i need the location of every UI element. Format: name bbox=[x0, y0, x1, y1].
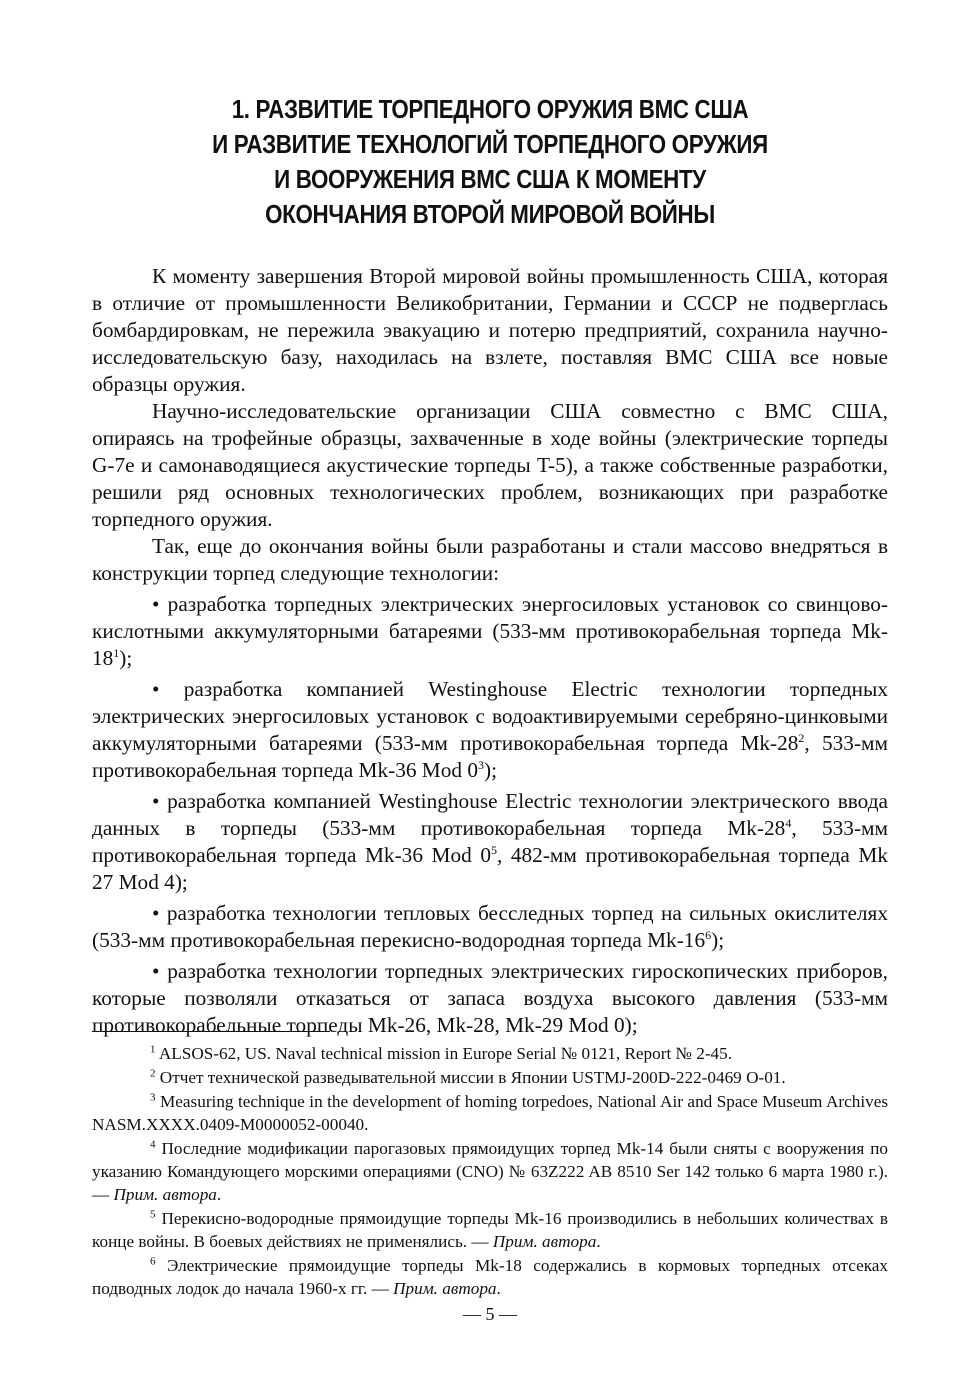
page-number: — 5 — bbox=[463, 1304, 517, 1324]
footnote-ref[interactable]: 2 bbox=[798, 730, 805, 745]
bullet-item: • разработка торпедных электрических энергосиловых установок со свинцово-кислотными аккумуляторными батареями (533-мм противокорабельная торпеда $Mk-18^1$); bbox=[92, 592, 888, 670]
bullet-item: • разработка компанией Westinghouse Electric технологии электрического ввода данных в торпеды (533-мм противокорабельная торпеда $Mk-28^4$, 533-мм противокорабельная торпеда Mk-36 Mod $0^5$, 482-мм противокорабельная торпеда Mk 27 Mod 4); bbox=[92, 789, 889, 894]
footnote: $^1$ ALSOS-62, US. Naval technical mission in Europe Serial № 0121, Report № 2-45. bbox=[150, 1043, 733, 1063]
paragraph: Так, еще до окончания войны были разработаны и стали массово внедряться в конструкции торпед следующие технологии: bbox=[92, 534, 888, 585]
bullet-item: • разработка технологии тепловых бесследных торпед на сильных окислителях (533-мм противокорабельная перекисно-водородная торпеда $Mk-16^6$); bbox=[92, 901, 888, 952]
title-line: И РАЗВИТИЕ ТЕХНОЛОГИЙ ТОРПЕДНОГО ОРУЖИЯ bbox=[212, 129, 768, 159]
footnote: $^6$ Электрические прямоидущие торпеды Mk-18 содержались в кормовых торпедных отсеках подводных лодок до начала 1960-х гг. — Прим. автора. bbox=[92, 1255, 889, 1298]
bullet-item: • разработка технологии торпедных электрических гироскопических приборов, которые позволяли отказаться от запаса воздуха высокого давления (533-мм противокорабельные торпеды Mk-26, Mk-28, Mk-29 Mod 0); bbox=[92, 959, 888, 1037]
footnote-ref[interactable]: 3 bbox=[478, 757, 485, 772]
paragraph: Научно-исследовательские организации США совместно с ВМС США, опираясь на трофейные образцы, захваченные в ходе войны (электрические торпеды G-7e и самонаводящиеся акустические торпеды T-5), а также собственные разработки, решили ряд основных технологических проблем, возникающих при разработке торпедного оружия. bbox=[92, 399, 888, 531]
paragraph: К моменту завершения Второй мировой войны промышленность США, которая в отличие от промышленности Великобритании, Германии и СССР не подверглась бомбардировкам, не пережила эвакуацию и потерю предприятий, сохранила научно-исследовательскую базу, находилась на взлете, поставляя ВМС США все новые образцы оружия. bbox=[92, 264, 888, 396]
footnote: $^5$ Перекисно-водородные прямоидущие торпеды Mk-16 производились в небольших количествах в конце войны. В боевых действиях не применялись. — Прим. автора. bbox=[92, 1208, 888, 1251]
footnote-ref[interactable]: 4 bbox=[785, 815, 792, 830]
footnote-ref[interactable]: 1 bbox=[113, 645, 120, 660]
footnote-ref[interactable]: 5 bbox=[490, 842, 497, 857]
footnote: $^4$ Последние модификации парогазовых прямоидущих торпед Mk-14 были сняты с вооружения по указанию Командующего морскими операциями (CNO) № 63Z222 AB 8510 Ser 142 только 6 марта 1980 г.). — Прим. автора. bbox=[92, 1138, 888, 1204]
chapter-title bbox=[148, 92, 833, 232]
bullet-item: • разработка компанией Westinghouse Electric технологии торпедных электрических энергосиловых установок с водоактивируемыми серебряно-цинковыми аккумуляторными батареями (533-мм противокорабельная торпеда $Mk-28^2$, 533-мм противокорабельная торпеда Mk-36 Mod $0^3$); bbox=[92, 677, 888, 782]
footnote-separator bbox=[92, 1031, 330, 1032]
title-line: 1. РАЗВИТИЕ ТОРПЕДНОГО ОРУЖИЯ ВМС США bbox=[231, 94, 749, 124]
title-line: ОКОНЧАНИЯ ВТОРОЙ МИРОВОЙ ВОЙНЫ bbox=[265, 199, 715, 229]
footnotes bbox=[92, 1042, 888, 1301]
page-content bbox=[92, 92, 888, 1039]
footnote: $^3$ Measuring technique in the development of homing torpedoes, National Air and Space Museum Archives NASM.XXXX.0409-M0000052-00040. bbox=[92, 1091, 889, 1134]
footnote-ref[interactable]: 6 bbox=[705, 927, 712, 942]
body-text bbox=[92, 263, 888, 1039]
title-line: И ВООРУЖЕНИЯ ВМС США К МОМЕНТУ bbox=[274, 164, 706, 194]
footnote: $^2$ Отчет технической разведывательной миссии в Японии USTMJ-200D-222-0469 O-01. bbox=[150, 1067, 786, 1087]
